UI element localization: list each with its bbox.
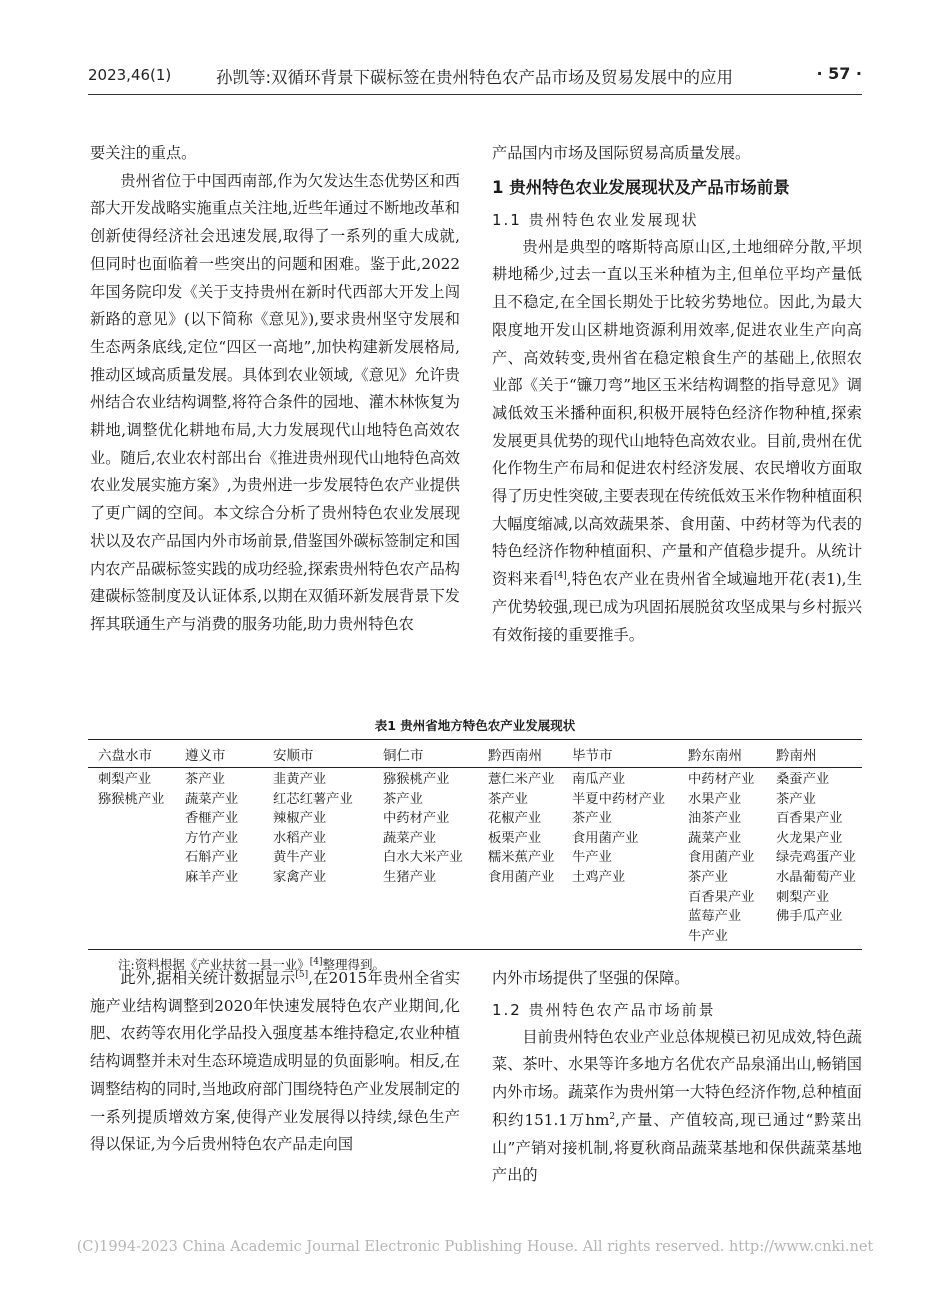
industry-item: 薏仁米产业 xyxy=(488,772,555,787)
industry-item: 茶产业 xyxy=(185,772,225,787)
superscript: 2 xyxy=(609,1111,616,1122)
industry-item: 韭黄产业 xyxy=(273,772,327,787)
text-run: 整理得到。 xyxy=(322,957,385,973)
industry-item: 茶产业 xyxy=(383,791,423,807)
industry-item: 食用菌产业 xyxy=(488,869,555,885)
industry-item: 蓝莓产业 xyxy=(688,909,742,925)
industry-item: 石斛产业 xyxy=(185,850,239,866)
paragraph: 要关注的重点。 xyxy=(90,144,197,162)
paragraph xyxy=(90,965,460,1159)
left-column-bottom xyxy=(90,965,460,1159)
industry-item: 蔬菜产业 xyxy=(383,830,437,846)
industry-item: 水晶葡萄产业 xyxy=(776,869,856,885)
paragraph xyxy=(492,1024,862,1190)
subsection-heading: 1.2 贵州特色农产品市场前景 xyxy=(492,1000,716,1019)
text-run: 目前贵州特色农业产业总体规模已初见成效,特色蔬菜、茶叶、水果等许多地方名优农产品泉涌出山,畅销国内外市场。蔬菜作为贵州第一大特色经济作物,总种植面积约151.1万hm xyxy=(492,1027,862,1129)
industry-item: 牛产业 xyxy=(688,928,728,944)
table-row xyxy=(88,768,862,950)
table-caption: 表1 贵州省地方特色农产业发展现状 xyxy=(374,718,576,733)
citation: [5] xyxy=(295,969,309,980)
table-cell xyxy=(273,768,383,950)
table-cell xyxy=(88,768,185,950)
table-cell xyxy=(572,768,688,950)
column-header: 六盘水市 xyxy=(88,740,185,768)
industry-item: 半夏中药材产业 xyxy=(572,791,666,807)
table-cell xyxy=(688,768,776,950)
industry-item: 土鸡产业 xyxy=(572,869,626,885)
industry-item: 麻羊产业 xyxy=(185,869,239,885)
industry-item: 百香果产业 xyxy=(688,889,755,905)
citation: [4] xyxy=(309,957,323,968)
left-column-top xyxy=(90,140,460,639)
column-header: 遵义市 xyxy=(185,740,273,768)
subsection-heading: 1.1 贵州特色农业发展现状 xyxy=(492,210,699,229)
paragraph: 内外市场提供了坚强的保障。 xyxy=(492,969,690,987)
text-run: ,在2015年贵州全省实施产业结构调整到2020年快速发展特色农产业期间,化肥、农药等农用化学品投入强度基本维持稳定,农业种植结构调整并未对生态环境造成明显的负面影响。相反,在调整结构的同时,当地政府部门围绕特色产业发展制定的一系列提质增效方案,使得产业发展得以持续,绿色生产得以保证,为今后贵州特色农产品走向国 xyxy=(90,969,461,1154)
text-run: 此外,据相关统计数据显示 xyxy=(120,969,296,987)
column-header: 黔西南州 xyxy=(488,740,572,768)
industry-item: 中药材产业 xyxy=(383,811,450,827)
industry-item: 百香果产业 xyxy=(776,811,843,827)
industry-item: 佛手瓜产业 xyxy=(776,909,843,925)
industry-item: 水稻产业 xyxy=(273,830,327,846)
table-cell xyxy=(383,768,488,950)
industry-item: 牛产业 xyxy=(572,850,612,866)
industry-item: 食用菌产业 xyxy=(572,830,639,846)
page-number: · 57 · xyxy=(816,64,862,83)
citation: [4] xyxy=(554,571,567,582)
industry-item: 白水大米产业 xyxy=(383,850,463,866)
table-cell xyxy=(776,768,862,950)
paragraph xyxy=(492,234,862,650)
issue-number: 2023,46(1) xyxy=(88,66,172,84)
industry-item: 红芯红薯产业 xyxy=(273,791,353,807)
table-header-row xyxy=(88,740,862,768)
industry-item: 水果产业 xyxy=(688,791,742,807)
industry-item: 黄牛产业 xyxy=(273,850,327,866)
industry-item: 油茶产业 xyxy=(688,811,742,827)
text-run: ,产量、产值较高,现已通过“黔菜出山”产销对接机制,将夏秋商品蔬菜基地和保供蔬菜基地产出的 xyxy=(492,1110,862,1185)
running-title: 孙凯等:双循环背景下碳标签在贵州特色农产品市场及贸易发展中的应用 xyxy=(216,68,734,87)
industry-item: 糯米蕉产业 xyxy=(488,850,555,866)
industry-item: 刺梨产业 xyxy=(98,772,152,787)
industry-item: 茶产业 xyxy=(572,811,612,827)
industry-item: 猕猴桃产业 xyxy=(98,791,165,807)
industry-item: 火龙果产业 xyxy=(776,830,843,846)
running-header xyxy=(88,66,862,92)
right-column-top xyxy=(492,140,862,649)
column-header: 安顺市 xyxy=(273,740,383,768)
industry-item: 香榧产业 xyxy=(185,811,239,827)
column-header: 铜仁市 xyxy=(383,740,488,768)
industry-item: 生猪产业 xyxy=(383,869,437,885)
header-rule xyxy=(88,94,862,95)
industry-item: 刺梨产业 xyxy=(776,889,830,905)
industry-item: 辣椒产业 xyxy=(273,811,327,827)
industry-item: 茶产业 xyxy=(688,869,728,885)
industry-item: 桑蚕产业 xyxy=(776,772,830,787)
section-heading: 1 贵州特色农业发展现状及产品市场前景 xyxy=(492,177,790,197)
right-column-bottom xyxy=(492,965,862,1190)
column-header: 黔东南州 xyxy=(688,740,776,768)
text-run: 贵州是典型的喀斯特高原山区,土地细碎分散,平坝耕地稀少,过去一直以玉米种植为主,但单位平均产量低且不稳定,在全国长期处于比较劣势地位。因此,为最大限度地开发山区耕地资源利用效率,促进农业生产向高产、高效转变,贵州省在稳定粮食生产的基础上,依照农业部《关于“镰刀弯”地区玉米结构调整的指导意见》调减低效玉米播种面积,积极开展特色经济作物种植,探索发展更具优势的现代山地特色高效农业。目前,贵州在优化作物生产布局和促进农村经济发展、农民增收方面取得了历史性突破,主要表现在传统低效玉米作物种植面积大幅度缩减,以高效蔬果茶、食用菌、中药材等为代表的特色经济作物种植面积、产量和产值稳步提升。从统计资料来看 xyxy=(492,237,862,589)
industry-item: 食用菌产业 xyxy=(688,850,755,866)
industry-table xyxy=(88,739,862,950)
industry-item: 蔬菜产业 xyxy=(185,791,239,807)
text-run: 注:资料根据《产业扶贫一县一业》 xyxy=(118,957,310,973)
industry-item: 南瓜产业 xyxy=(572,772,626,787)
paragraph: 贵州省位于中国西南部,作为欠发达生态优势区和西部大开发战略实施重点关注地,近些年通过不断地改革和创新使得经济社会迅速发展,取得了一系列的重大成就,但同时也面临着一些突出的问题和困难。鉴于此,2022年国务院印发《关于支持贵州在新时代西部大开发上闯新路的意见》(以下简称《意见》),要求贵州坚守发展和生态两条底线,定位“四区一高地”,加快构建新发展格局,推动区域高质量发展。具体到农业领域,《意见》允许贵州结合农业结构调整,将符合条件的园地、灌木林恢复为耕地,调整优化耕地布局,大力发展现代山地特色高效农业。随后,农业农村部出台《推进贵州现代山地特色高效农业发展实施方案》,为贵州进一步发展特色农产业提供了更广阔的空间。本文综合分析了贵州特色农业发展现状以及农产品国内外市场前景,借鉴国外碳标签制定和国内农产品碳标签实践的成功经验,探索贵州特色农产品构建碳标签制度及认证体系,以期在双循环新发展背景下发挥其联通生产与消费的服务功能,助力贵州特色农 xyxy=(90,171,460,633)
copyright-footer: (C)1994-2023 China Academic Journal Electronic Publishing House. All rights reserved. http://www.cnki.net xyxy=(76,1239,874,1255)
industry-item: 家禽产业 xyxy=(273,869,327,885)
industry-item: 茶产业 xyxy=(776,791,816,807)
paragraph: 产品国内市场及国际贸易高质量发展。 xyxy=(492,144,751,162)
industry-item: 板栗产业 xyxy=(488,830,542,846)
column-header: 黔南州 xyxy=(776,740,862,768)
table-cell xyxy=(185,768,273,950)
industry-item: 花椒产业 xyxy=(488,811,542,827)
industry-item: 绿壳鸡蛋产业 xyxy=(776,850,856,866)
industry-item: 茶产业 xyxy=(488,791,528,807)
industry-item: 中药材产业 xyxy=(688,772,755,787)
table-1 xyxy=(88,716,862,973)
industry-item: 蔬菜产业 xyxy=(688,830,742,846)
text-run: ,特色农产业在贵州省全域遍地开花(表1),生产优势较强,现已成为巩固拓展脱贫攻坚成果与乡村振兴有效衔接的重要推手。 xyxy=(492,570,863,644)
industry-item: 猕猴桃产业 xyxy=(383,772,450,787)
table-cell xyxy=(488,768,572,950)
industry-item: 方竹产业 xyxy=(185,830,239,846)
column-header: 毕节市 xyxy=(572,740,688,768)
